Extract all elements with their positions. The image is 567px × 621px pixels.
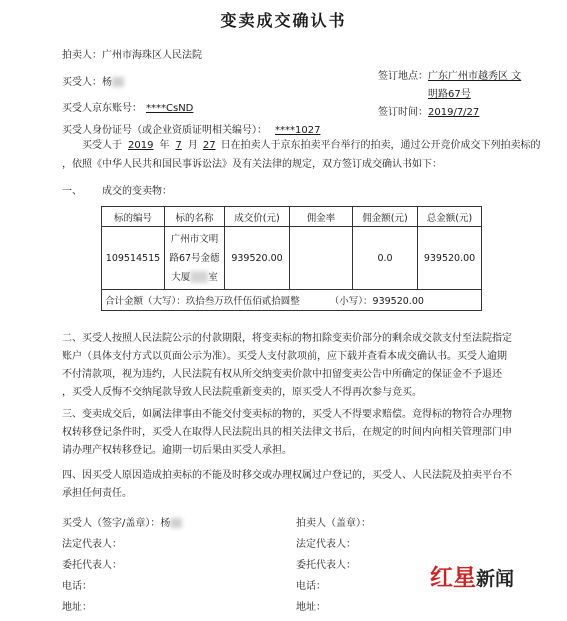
table-header-row — [102, 207, 482, 227]
sig-buyer-address: 地址： — [62, 602, 92, 613]
clause-line: 权转移登记条件时，买受人在取得人民法院出具的相关法律文书后，在规定的时间内向相关管理部门申 — [62, 427, 512, 438]
cell-commission-rate — [290, 227, 353, 290]
clause-3 — [62, 406, 512, 460]
sign-time-line — [378, 103, 479, 118]
auctioneer-line: 拍卖人：广州市海珠区人民法院 — [62, 50, 202, 61]
header-cell: 成交价(元) — [225, 207, 290, 227]
intro-month: 7 — [175, 140, 182, 151]
intro-day: 27 — [202, 140, 216, 151]
sign-place-line1 — [378, 67, 521, 82]
clause-4 — [62, 467, 512, 503]
sum-label: 合计金额（大写）： — [105, 296, 186, 307]
sig-buyer — [62, 514, 182, 529]
clause-2 — [62, 330, 512, 402]
item-name-part: 大厦 — [171, 271, 191, 283]
document-title: 变卖成交确认书 — [220, 11, 347, 30]
sig-auctioneer-phone: 电话： — [296, 581, 326, 592]
sig-auctioneer-legal-rep: 法定代表人： — [296, 539, 356, 550]
sign-place-value: 广东广州市越秀区 文 — [428, 71, 522, 82]
intro-text: 买受人于 — [82, 140, 122, 151]
section-1-number: 一、 — [62, 186, 82, 197]
item-name-line: 路67号金德 — [169, 252, 220, 264]
item-name-line: 广州市文明 — [170, 233, 219, 245]
redaction-mark — [112, 77, 124, 87]
header-cell: 佣金额(元) — [353, 207, 418, 227]
clause-line: 二、买受人按照人民法院公示的付款期限，将变卖标的物扣除变卖价部分的剩余成交款支付至法院指定 — [62, 333, 512, 344]
cell-total: 939520.00 — [418, 227, 482, 290]
sig-auctioneer-agent: 委托代表人： — [296, 560, 356, 571]
clause-line: 不付清款项，视为违约，人民法院有权从所交纳变卖价款中扣留变卖公告中所确定的保证金不予退还 — [62, 369, 502, 380]
intro-text: 日在拍卖人于京东拍卖平台举行的拍卖，通过公开竞价成交下列拍卖标的 — [220, 140, 541, 151]
intro-paragraph — [62, 137, 541, 174]
id-number-line — [62, 121, 320, 136]
jd-account-value: ****CsND — [146, 103, 194, 114]
sum-upper: 玖拾叁万玖仟伍佰贰拾圆整 — [185, 296, 300, 307]
clause-line: 四、因买受人原因造成拍卖标的不能及时移交或办理权属过户登记的，买受人、人民法院及拍卖平台不 — [62, 470, 512, 481]
watermark-logo — [430, 559, 514, 589]
redaction-mark — [190, 271, 208, 283]
header-cell: 总金额(元) — [418, 207, 482, 227]
sig-buyer-agent: 委托代表人： — [62, 560, 122, 571]
sig-buyer-label: 买受人（签字/盖章）：杨 — [62, 518, 171, 529]
cell-item-name — [165, 227, 225, 290]
watermark-red-text: 红星 — [430, 564, 476, 591]
cell-commission: 0.0 — [353, 227, 418, 290]
id-number-label: 买受人身份证号（或企业资质证明相关编号）： — [62, 125, 267, 136]
intro-line-2: ，依照《中华人民共和国民事诉讼法》及有关法律的规定，双方签订成交确认书如下： — [62, 158, 442, 170]
buyer-label: 买受人：杨 — [62, 77, 112, 88]
clause-line: 承担任何责任。 — [62, 488, 132, 499]
clause-line: ，买受人反悔不交纳尾款导致人民法院重新变卖的，原买受人不得再次参与竞买。 — [62, 387, 422, 398]
sum-small: 939520.00 — [372, 296, 424, 307]
watermark-dark-text: 新闻 — [476, 568, 515, 590]
header-cell: 标的编号 — [102, 207, 165, 227]
jd-account-line — [62, 99, 193, 114]
sum-cell — [102, 290, 482, 311]
jd-account-label: 买受人京东账号： — [62, 103, 142, 114]
cell-item-id: 109514515 — [102, 227, 165, 290]
intro-text: 月 — [187, 140, 198, 151]
intro-text: 年 — [159, 140, 170, 151]
sig-buyer-phone: 电话： — [62, 581, 92, 592]
clause-line: 账户（具体支付方式以页面公示为准）。买受人支付款项前，应下载并查看本成交确认书。买受人逾期 — [62, 351, 507, 362]
item-name-part: 室 — [208, 271, 218, 283]
sign-time-value: 2019/7/27 — [428, 107, 480, 118]
section-1-heading — [62, 182, 172, 197]
header-cell: 标的名称 — [165, 207, 225, 227]
table-row — [102, 227, 482, 290]
item-name-line — [165, 268, 224, 287]
section-1-label: 成交的变卖物： — [102, 186, 172, 197]
clause-line: 请办理产权转移登记。逾期一切后果由买受人承担。 — [62, 445, 292, 456]
id-number-value: ****1027 — [275, 125, 321, 136]
cell-price: 939520.00 — [225, 227, 290, 290]
sig-buyer-legal-rep: 法定代表人： — [62, 539, 122, 550]
header-cell: 佣金率 — [290, 207, 353, 227]
sign-place-line2: 明路67号 — [428, 89, 471, 100]
sign-time-label: 签订时间： — [378, 107, 428, 118]
sig-auctioneer-address: 地址： — [296, 602, 326, 613]
redaction-mark — [170, 518, 182, 528]
intro-line-1 — [62, 137, 541, 156]
intro-year: 2019 — [128, 140, 154, 151]
sum-small-label: （小写）： — [329, 296, 373, 307]
deal-table — [101, 206, 482, 311]
sig-auctioneer: 拍卖人（盖章）： — [296, 518, 371, 529]
buyer-line — [62, 73, 124, 88]
sign-place-label: 签订地点： — [378, 71, 428, 82]
table-sum-row — [102, 290, 482, 311]
clause-line: 三、变卖成交后，如属法律事由不能交付变卖标的物的，买受人不得要求赔偿。竞得标的物符合办理物 — [62, 409, 512, 420]
